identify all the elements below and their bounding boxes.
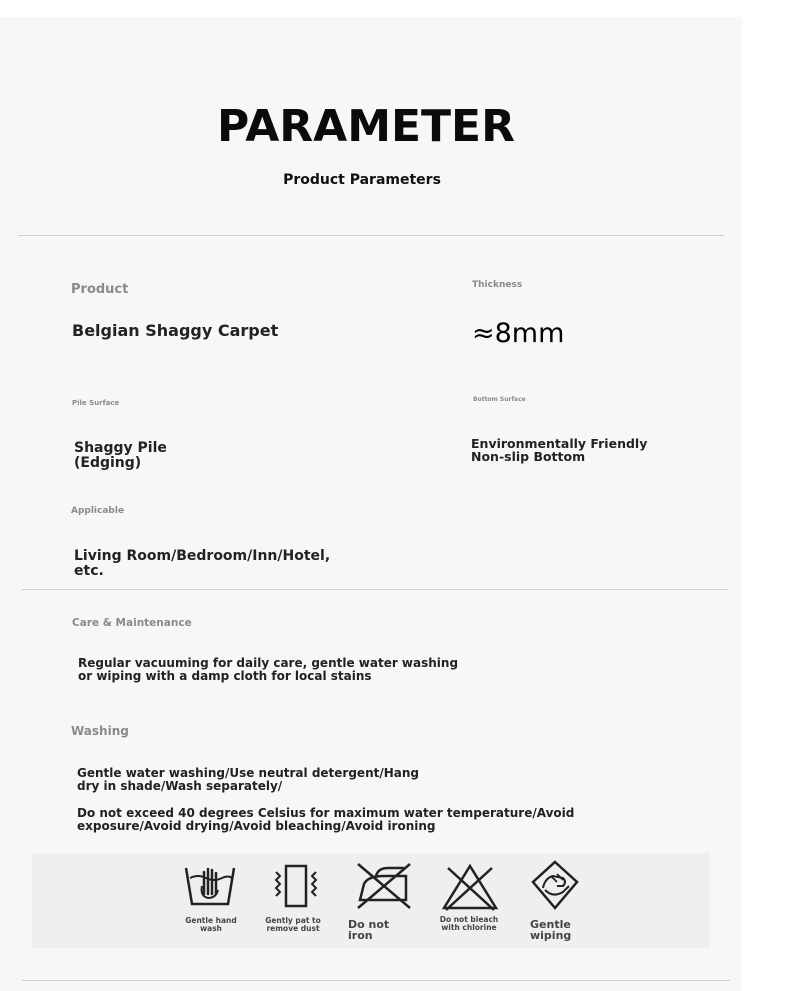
divider-middle [22,589,728,590]
page-title: PARAMETER [217,101,515,152]
pile-surface-label: Pile Surface [72,399,120,407]
thickness-value: ≈8mm [472,318,565,349]
applicable-value: Living Room/Bedroom/Inn/Hotel, etc. [74,548,331,579]
parameter-card [0,17,742,991]
divider-bottom [22,980,730,981]
washing-label: Washing [71,724,129,738]
bottom-surface-label: Bottom Surface [473,396,526,403]
applicable-label: Applicable [71,506,125,516]
gentle-wipe-caption: Gentle wiping [530,918,572,942]
pat-dust-icon [266,860,326,912]
pile-surface-value: Shaggy Pile (Edging) [74,440,167,471]
product-label: Product [71,282,129,297]
gentle-wipe-icon [527,860,587,912]
divider-top [18,235,724,236]
page-subtitle: Product Parameters [283,172,441,188]
hand-wash-caption: Gentle hand wash [185,916,237,933]
thickness-label: Thickness [472,280,523,290]
hand-wash-icon [180,860,240,912]
care-value: Regular vacuuming for daily care, gentle water washing or wiping with a damp cloth for local stains [78,656,459,683]
product-value: Belgian Shaggy Carpet [72,321,279,340]
no-iron-caption: Do not iron [348,918,390,942]
bottom-surface-value: Environmentally Friendly Non-slip Bottom [471,436,648,465]
washing-line-2: Do not exceed 40 degrees Celsius for maximum water temperature/Avoid exposure/Avoid drying/Avoid bleaching/Avoid ironing [77,806,575,833]
pat-dust-caption: Gently pat to remove dust [265,916,321,933]
care-label: Care & Maintenance [72,617,192,629]
washing-line-1: Gentle water washing/Use neutral detergent/Hang dry in shade/Wash separately/ [77,766,420,793]
no-bleach-icon [440,862,500,914]
no-bleach-caption: Do not bleach with chlorine [439,915,499,932]
no-iron-icon [354,860,414,912]
